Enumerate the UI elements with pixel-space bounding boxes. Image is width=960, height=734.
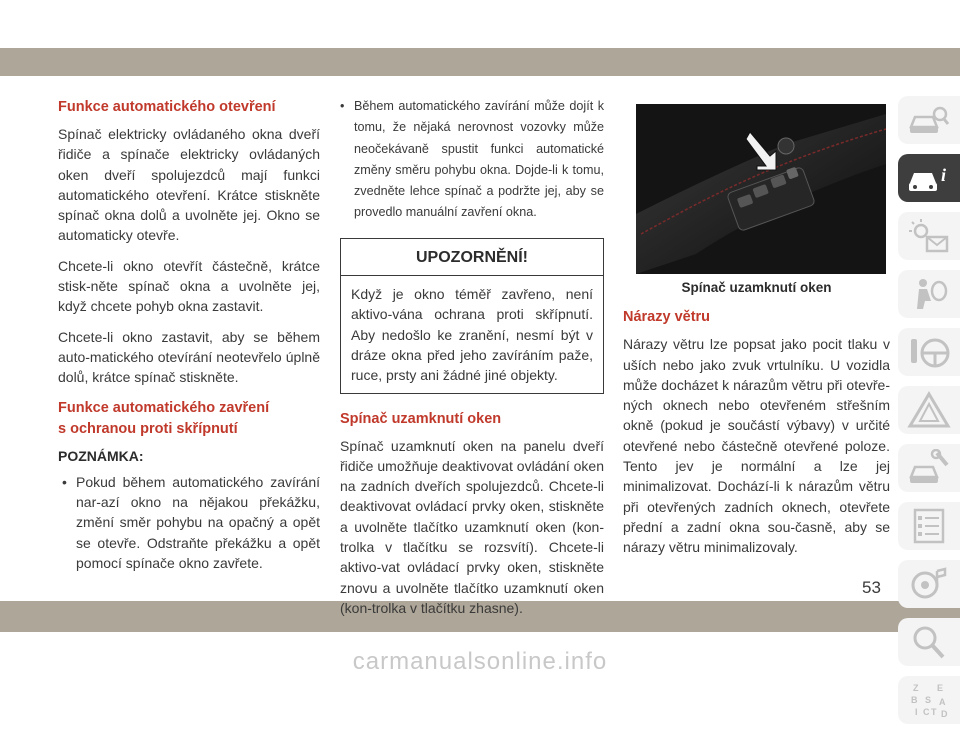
warning-lights-icon	[907, 217, 951, 255]
door-panel-illustration	[636, 104, 886, 274]
paragraph-wind-buffeting: Nárazy větru lze popsat jako pocit tlaku v uších nebo jako zvuk vrtulníku. U vozidla může docházet k nárazům větru při otevře-ných oknech nebo otevřeném střešním okně (pokud je součástí výbavy) v určité otevřené nebo částečně otevřené poloze. Tento jev je normální a lze jej minimalizovat. Dochází-li k nárazům větru při otevřených zadních oknech, otevřete přední a zadní okna sou-časně, aby se nárazy větru minimalizovaly.	[623, 336, 890, 556]
photo-caption: Spínač uzamknutí oken	[681, 280, 832, 295]
svg-text:E: E	[937, 683, 944, 693]
tab-car-info[interactable]	[898, 154, 960, 202]
paragraph-auto-open: Spínač elektricky ovládaného okna dveří řidiče a spínače elektricky ovládaných oken dveří spolujezdců mají funkci automatického otevření. Krátce stiskněte spínač okna dolů a uvolněte jej. Okno se automaticky otevře.	[58, 126, 320, 244]
index-letters-icon	[907, 681, 951, 719]
car-wrench-icon	[907, 449, 951, 487]
tab-warning-lights[interactable]	[898, 212, 960, 260]
car-magnifier-icon	[907, 101, 951, 139]
note-label: POZNÁMKA:	[58, 447, 144, 464]
column-1	[58, 96, 320, 573]
svg-text:C: C	[923, 707, 930, 717]
airbag-person-icon	[907, 275, 951, 313]
column-3	[623, 96, 890, 568]
warning-title: UPOZORNĚNÍ!	[341, 239, 603, 276]
svg-text:D: D	[941, 709, 948, 719]
tab-emergency[interactable]	[898, 386, 960, 434]
window-lock-switch-photo	[636, 104, 886, 274]
tab-specifications[interactable]	[898, 502, 960, 550]
svg-text:A: A	[939, 697, 946, 707]
hazard-triangle-icon	[907, 391, 951, 429]
paragraph-window-lock: Spínač uzamknutí oken na panelu dveří řidiče umožňuje deaktivovat ovládání oken na zadních dveřích spolujezdců. Chcete-li deaktivovat ovládací prvky oken, stiskněte a uvolněte tlačítko uzamknutí oken (kon-trolka v tlačítku se rozsvítí). Chcete-li aktivo-vat ovládací prvky oken, stiskněte znovu a uvolněte tlačítko uzamknutí oken (kon-trolka v tlačítku zhasne).	[340, 437, 604, 616]
svg-text:S: S	[925, 695, 932, 705]
tab-safety[interactable]	[898, 270, 960, 318]
svg-text:B: B	[911, 695, 918, 705]
multimedia-icon	[907, 565, 951, 603]
paragraph-stop-open: Chcete-li okno zastavit, aby se během auto-matického otevírání neotevřelo úplně dolů, krátce spínač stiskněte.	[58, 328, 320, 386]
steering-wheel-icon	[907, 333, 951, 371]
svg-text:T: T	[931, 707, 937, 717]
tab-multimedia[interactable]	[898, 560, 960, 608]
heading-wind-buffeting: Nárazy větru	[623, 309, 711, 326]
chapter-tabs	[898, 96, 960, 734]
tab-car-inspection[interactable]	[898, 96, 960, 144]
column-2	[340, 96, 604, 628]
heading-auto-close: Funkce automatického zavření s ochranou proti skřípnutí	[58, 399, 270, 437]
top-band	[0, 48, 960, 76]
tab-index[interactable]	[898, 676, 960, 724]
svg-text:i: i	[941, 165, 947, 185]
tab-driving[interactable]	[898, 328, 960, 376]
warning-text: Když je okno téměř zavřeno, není aktivo-vána ochrana proti skřípnutí. Aby nedošlo ke zranění, nesmí být v dráze okna před jeho zavíráním paže, ruce, prsty ani žádné jiné objekty.	[351, 286, 593, 384]
paragraph-partial-open: Chcete-li okno otevřít částečně, krátce stisk-něte spínač okna a uvolněte jej, když chcete pohyb okna zastavit.	[58, 257, 320, 315]
tab-service[interactable]	[898, 444, 960, 492]
bullet-rough-road: • Během automatického zavírání může dojít k tomu, že nějaká nerovnost vozovky může neočekávaně spustit funkci automatické změny směru pohybu okna. Dojde-li k tomu, zvedněte lehce spínač a podržte jej, aby se provedlo manuální zavření okna.	[340, 96, 604, 224]
checklist-icon	[907, 507, 951, 545]
car-info-icon	[907, 159, 951, 197]
page-number: 53	[862, 578, 881, 597]
svg-text:I: I	[915, 707, 918, 717]
heading-auto-open: Funkce automatického otevření	[58, 99, 276, 115]
svg-text:Z: Z	[913, 683, 919, 693]
heading-window-lock: Spínač uzamknutí oken	[340, 410, 502, 427]
warning-box	[340, 238, 604, 394]
bullet-obstacle: • Pokud během automatického zavírání nar-azí okno na nějakou překážku, změní směr pohybu na opačný a opět se otevře. Odstraňte překážku a opět pomocí spínače okno zavřete.	[58, 472, 320, 573]
watermark: carmanualsonline.info	[352, 648, 608, 675]
